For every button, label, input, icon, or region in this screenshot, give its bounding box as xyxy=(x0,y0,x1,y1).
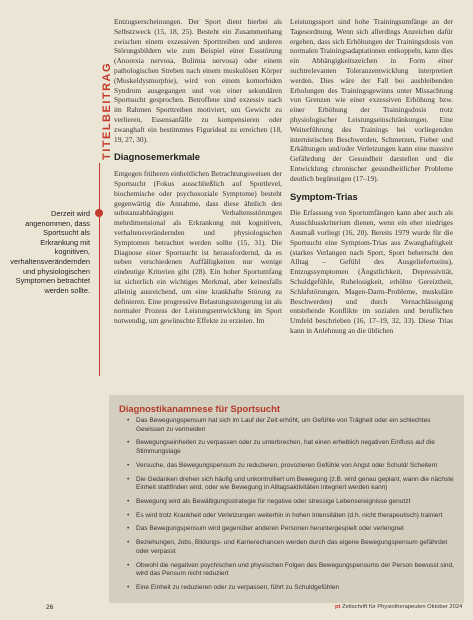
footer-logo: pt xyxy=(335,604,341,610)
list-item: • Versuche, das Bewegungspensum zu reduzieren, provozieren Gefühle von Angst oder Schuld/ Scheitern xyxy=(127,462,457,471)
red-dot-marker xyxy=(95,209,103,217)
text-column-left xyxy=(114,17,282,334)
section-title: TITELBEITRAG xyxy=(101,61,113,160)
subheading-diagnosemerkmale: Diagnosemerkmale xyxy=(114,151,200,163)
list-item: • Bewegungseinheiten zu verpassen oder zu unterbrechen, hat einen erheblich negativen Einfluss auf die Stimmungslage xyxy=(127,439,457,456)
list-item: • Das Bewegungspensum hat sich im Lauf der Zeit erhöht, um Gefühle von Trägheit oder ein schlechtes Gewissen zu vermeiden xyxy=(127,417,457,434)
section-title-vertical xyxy=(87,20,113,160)
red-divider-line xyxy=(99,163,100,376)
paragraph: Entzugserscheinungen. Der Sport dient hierbei als Selbstzweck (15, 18, 25). Besteht ein Zusammenhang zwischen einem exzessiven Sporttreiben und anderen Störungsbildern wie zum Beispiel einer Essstörung (Anorexia nervosa, Bulimia nervosa) oder einem pathologischen Streben nach einem muskulösen Körper (Muskeldysmorphie), wird von einem komorbiden Syndrom ausgegangen und von einer sekundären Sportsucht gesprochen. Betroffene sind exzessiv nach im Rahmen Sporttreiben motiviert, um Gewicht zu verlieren, Essensanfälle zu kompensieren oder zwanghaft ein bestimmtes Figurideal zu erreichen (18, 19, 27, 30). xyxy=(114,17,282,144)
checklist xyxy=(127,417,457,598)
pull-quote: Derzeit wird angenommen, dass Sportsucht als Erkrankung mit kognitiven, verhaltensverändernden und physiologischen Symptomen betrachtet werden sollte. xyxy=(10,209,90,295)
page-number: 26 xyxy=(46,604,54,611)
paragraph: Entgegen früheren einheitlichen Betrachtungsweisen der Sportsucht (Fokus ausschließlich auf Sportlevel, biochemische oder psychosoziale Symptome) besteht gegenwärtig die Annahme, dass diese ähnlich den substanzabhängigen Verhaltensstörungen mehrdimensional als Erkrankung mit kognitiven, verhaltensverändernden und physiologischen Symptomen betrachtet werden sollte (15, 31). Die Diagnose einer Sportsucht ist herausfordernd, da es neben verschiedenen Auffälligkeiten nur wenige eindeutige Kriterien gibt (28). Ein hoher Sportumfang ist sicherlich ein wichtiges Merkmal, aber keinesfalls alleinig ausreichend, um eine krankhafte Störung zu definieren. Eine progressive Belastungssteigerung ist als normaler Prozess der Leistungsentwicklung im Sport notwendig, um gewünschte Effekte zu erzielen. Im xyxy=(114,169,282,326)
list-item: • Beziehungen, Jobs, Bildungs- und Karrierechancen werden durch das eigene Bewegungspensum gefährdet oder verpasst xyxy=(127,539,457,556)
list-item: • Es wird trotz Krankheit oder Verletzungen weiterhin in hohen Intensitäten (d.h. nicht therapeutisch) trainiert xyxy=(127,512,457,521)
paragraph: Leistungssport sind hohe Trainingsumfänge an der Tagesordnung. Wenn sich allerdings Anzeichen dafür ergeben, dass sich Erhöhungen der Trainingsdosis von normalen Trainingsadaptationen entkoppeln, kann dies ein Abhängigkeitszeichen in Form einer suchtrelevanten Toleranzentwicklung interpretiert werden. Dies wäre der Fall bei ausbleibenden Erholungen des Trainingsgewinns unter Missachtung von Grenzen wie einer exzessiven Erhöhung bzw. einer Erhöhung der Trainingsdosis trotz physiologischer Leistungseinschränkungen. Eine Weiterführung des Trainings bei vorliegenden internistischen Beschwerden, Schmerzen, Fieber und Erkältungen und/oder Verletzungen kann eine massive Gefährdung der Gesundheit darstellen und die Entwicklung chronischer gesundheitlicher Probleme deutlich begünstigen (17–19). xyxy=(290,17,453,183)
footer-citation xyxy=(335,604,462,610)
list-item: • Bewegung wird als Bewältigungsstrategie für negative oder stressige Lebensereignisse genutzt xyxy=(127,498,457,507)
list-item: • Eine Einheit zu reduzieren oder zu verpassen, führt zu Schuldgefühlen xyxy=(127,584,457,593)
subheading-symptom-trias: Symptom-Trias xyxy=(290,190,358,202)
footer-text: Zeitschrift für Physiotherapeuten Oktober 2024 xyxy=(342,604,463,610)
list-item: • Die Gedanken drehen sich häufig und unkontrolliert um Bewegung (z.B. wird genau geplant, wann die nächste Einheit stattfinden wird, oder wie Bewegung in Alltagsaktivitäten integriert werden kann) xyxy=(127,476,457,493)
list-item: • Das Bewegungspensum wird gegenüber anderen Personen heruntergespielt oder verlengnet xyxy=(127,525,457,534)
list-item: • Obwohl die negativen psychischen und physischen Folgen des Bewegungspensums der Person bewusst sind, wird das Pensum nicht reduziert xyxy=(127,562,457,579)
diagnostic-checklist-box xyxy=(109,395,464,603)
text-column-right xyxy=(290,17,453,344)
paragraph: Die Erfassung von Sportumfängen kann aber auch als Ausschlusskriterium dienen, wenn ein eher niedriges Ausmaß vorliegt (16, 20). Bereits 1979 wurde für die Sportsucht eine Symptom-Trias aus Zwanghaftigkeit (starkes Verlangen nach Sport, Sport beherrscht den Alltag – Gefühl des Ausgeliefertseins), Entzugssymptomen (Ängstlichkeit, Depressivität, Schuldgefühle, Ruhelosigkeit, erhöhte Gereiztheit, Schlafstörungen, Magen-Darm-Probleme, muskuläre Beschwerden) und durch Vernachlässigung entstehende Konflikte im sozialen und beruflichen Umfeld beschrieben (16, 17–19, 32, 33). Diese Trias kann in Anlehnung an die üblichen xyxy=(290,208,453,335)
box-title: Diagnostikanamnese für Sportsucht xyxy=(119,403,280,414)
